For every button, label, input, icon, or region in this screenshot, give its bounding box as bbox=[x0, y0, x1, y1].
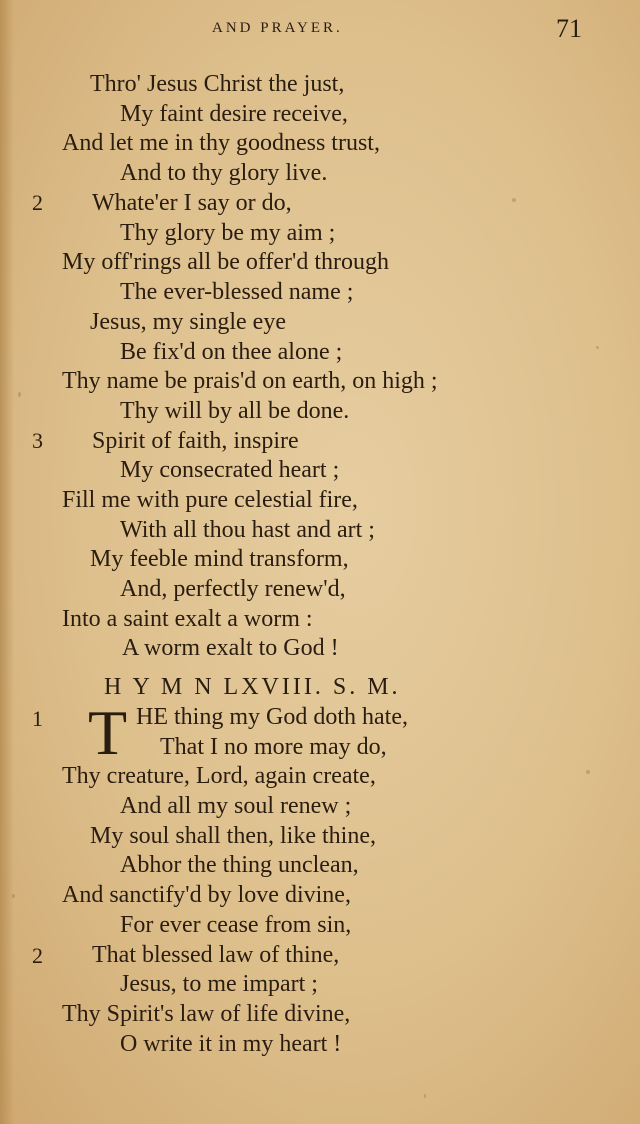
verse-line: Into a saint exalt a worm : bbox=[62, 606, 313, 632]
page-gutter-shadow bbox=[0, 0, 14, 1124]
verse-line: My consecrated heart ; bbox=[120, 457, 340, 483]
verse-line: My feeble mind transform, bbox=[90, 546, 349, 572]
verse-line: Thy glory be my aim ; bbox=[120, 220, 336, 246]
page-number: 71 bbox=[556, 14, 582, 43]
paper-speck bbox=[424, 1094, 426, 1098]
verse-line: Abhor the thing unclean, bbox=[120, 852, 359, 878]
verse-line: Thy name be prais'd on earth, on high ; bbox=[62, 368, 438, 394]
verse-line: Jesus, to me impart ; bbox=[120, 971, 318, 997]
verse-line: Thy creature, Lord, again create, bbox=[62, 763, 376, 789]
verse-line: O write it in my heart ! bbox=[120, 1031, 342, 1057]
verse-line: My faint desire receive, bbox=[120, 101, 348, 127]
verse-line: A worm exalt to God ! bbox=[122, 635, 339, 661]
verse-line: Whate'er I say or do, bbox=[92, 190, 292, 216]
verse-line: Thy will by all be done. bbox=[120, 398, 350, 424]
verse-line: Fill me with pure celestial fire, bbox=[62, 487, 358, 513]
running-head: AND PRAYER. bbox=[212, 20, 343, 36]
verse-line: And sanctify'd by love divine, bbox=[62, 882, 351, 908]
stanza-number: 1 bbox=[32, 706, 43, 731]
verse-line: And let me in thy goodness trust, bbox=[62, 130, 380, 156]
paper-speck bbox=[12, 894, 15, 898]
verse-line: For ever cease from sin, bbox=[120, 912, 352, 938]
verse-line: And, perfectly renew'd, bbox=[120, 576, 346, 602]
paper-speck bbox=[596, 346, 599, 349]
paper-speck bbox=[586, 770, 590, 774]
drop-cap-initial: T bbox=[88, 697, 128, 768]
verse-line: Spirit of faith, inspire bbox=[92, 428, 299, 454]
stanza-number: 2 bbox=[32, 943, 43, 968]
verse-line: The ever-blessed name ; bbox=[120, 279, 354, 305]
verse-line: My off'rings all be offer'd through bbox=[62, 249, 390, 275]
verse-line: Thro' Jesus Christ the just, bbox=[90, 71, 345, 97]
verse-line: Be fix'd on thee alone ; bbox=[120, 339, 343, 365]
verse-line: Thy Spirit's law of life divine, bbox=[62, 1001, 351, 1027]
hymn-title: H Y M N LXVIII. S. M. bbox=[104, 674, 401, 700]
verse-line: HE thing my God doth hate, bbox=[136, 704, 408, 730]
verse-line: That blessed law of thine, bbox=[92, 942, 340, 968]
paper-speck bbox=[512, 198, 516, 202]
verse-line: That I no more may do, bbox=[160, 734, 387, 760]
verse-line: And all my soul renew ; bbox=[120, 793, 352, 819]
stanza-number: 3 bbox=[32, 428, 43, 453]
verse-line: Jesus, my single eye bbox=[90, 309, 286, 335]
stanza-number: 2 bbox=[32, 190, 43, 215]
paper-speck bbox=[18, 392, 21, 397]
verse-line: My soul shall then, like thine, bbox=[90, 823, 376, 849]
verse-line: And to thy glory live. bbox=[120, 160, 328, 186]
verse-line: With all thou hast and art ; bbox=[120, 517, 375, 543]
